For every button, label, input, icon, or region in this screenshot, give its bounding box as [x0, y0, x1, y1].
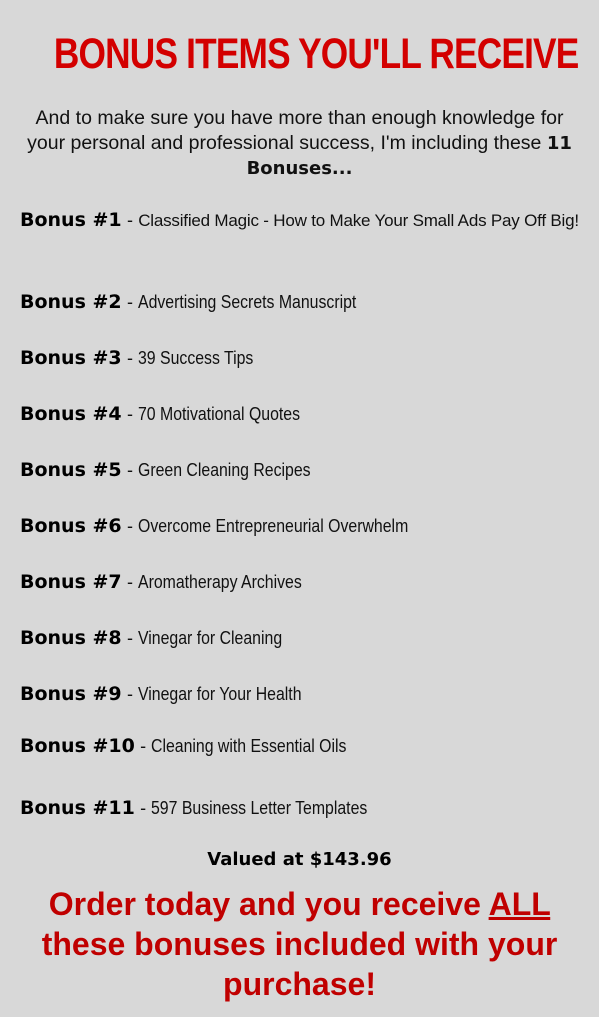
separator: - [126, 684, 133, 704]
bonus-title: Cleaning with Essential Oils [151, 736, 347, 756]
separator: - [126, 348, 133, 368]
cta-text-end: these bonuses included with your purchase! [41, 926, 558, 1002]
bonus-title: Vinegar for Cleaning [138, 628, 283, 648]
list-item [20, 344, 580, 373]
separator: - [126, 516, 133, 536]
bonus-label: Bonus #2 [20, 291, 122, 313]
separator: - [126, 460, 133, 480]
list-item [20, 400, 580, 429]
call-to-action [10, 884, 589, 1004]
bonus-title: Advertising Secrets Manuscript [138, 292, 357, 312]
list-item [20, 794, 580, 823]
total-value-text: Valued at $143.96 [207, 849, 392, 870]
bonus-label: Bonus #1 [20, 209, 122, 231]
separator: - [140, 798, 147, 818]
list-item [20, 732, 580, 761]
bonus-label: Bonus #3 [20, 347, 122, 369]
separator: - [126, 292, 133, 312]
list-item [20, 624, 580, 653]
cta-text-start: Order today and you receive [48, 886, 489, 922]
list-item [20, 456, 580, 485]
page-title: BONUS ITEMS YOU'LL RECEIVE [53, 30, 579, 78]
bonus-label: Bonus #11 [20, 797, 135, 819]
bonus-label: Bonus #7 [20, 571, 122, 593]
list-item [20, 512, 580, 541]
bonus-title: 70 Motivational Quotes [138, 404, 301, 424]
bonus-label: Bonus #4 [20, 403, 122, 425]
bonus-title: Aromatherapy Archives [138, 572, 302, 592]
bonus-title: Green Cleaning Recipes [138, 460, 311, 480]
intro-paragraph [20, 106, 579, 181]
list-item [20, 568, 580, 597]
bonus-title: Vinegar for Your Health [138, 684, 302, 704]
bonus-title: 597 Business Letter Templates [151, 798, 368, 818]
bonus-label: Bonus #6 [20, 515, 122, 537]
separator: - [126, 404, 133, 424]
intro-text: And to make sure you have more than enough knowledge for your personal and professional success, I'm including these [27, 107, 564, 154]
list-item [20, 680, 580, 709]
separator: - [126, 628, 133, 648]
separator: - [140, 736, 147, 756]
separator: - [126, 210, 133, 230]
list-item [20, 206, 580, 235]
bonus-title: Overcome Entrepreneurial Overwhelm [138, 516, 409, 536]
intro-bold-count: 11 Bonuses... [246, 133, 572, 179]
bonus-label: Bonus #9 [20, 683, 122, 705]
bonus-label: Bonus #10 [20, 735, 135, 757]
list-item [20, 288, 580, 317]
bonus-label: Bonus #5 [20, 459, 122, 481]
separator: - [126, 572, 133, 592]
bonus-title: Classified Magic - How to Make Your Small Ads Pay Off Big! [138, 211, 579, 230]
bonus-label: Bonus #8 [20, 627, 122, 649]
cta-emphasis: ALL [488, 886, 551, 922]
bonus-title: 39 Success Tips [138, 348, 254, 368]
